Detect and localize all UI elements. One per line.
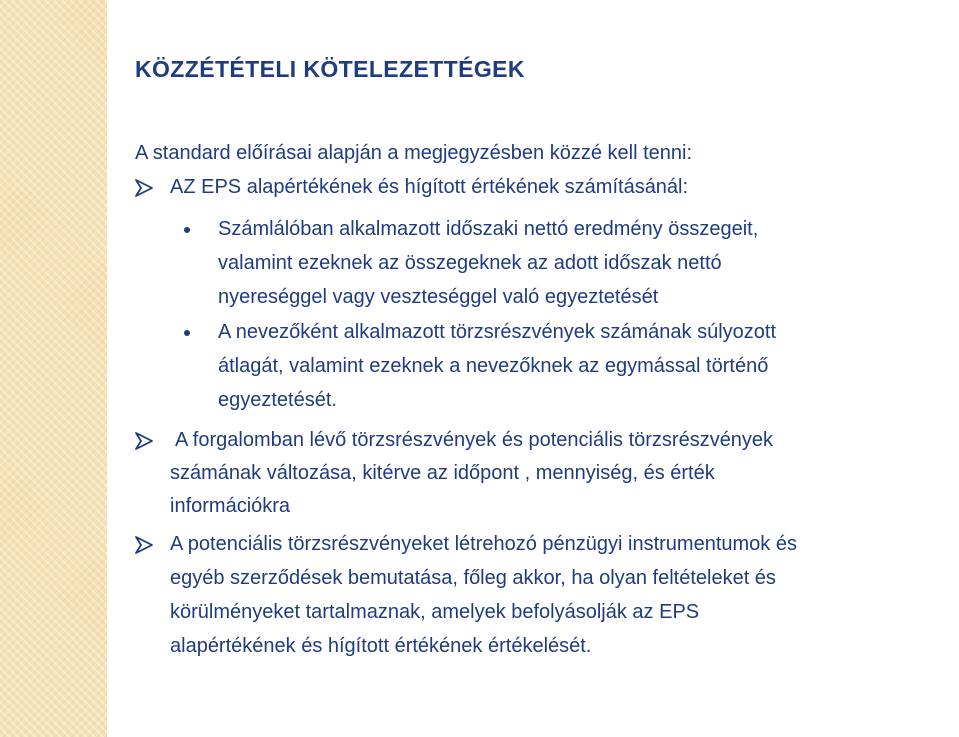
sub-item-2-line-2: átlagát, valamint ezeknek a nevezőknek az egymással történő xyxy=(218,355,769,377)
intro-text: A standard előírásai alapján a megjegyzésben közzé kell tenni: xyxy=(135,142,693,164)
sub-item-1-line-1: Számlálóban alkalmazott időszaki nettó eredmény összegeit, xyxy=(218,218,759,240)
arrow-item-3-line-1: A potenciális törzsrészvényeket létrehozó pénzügyi instrumentumok és xyxy=(170,533,797,555)
arrow-item-3-line-3: körülményeket tartalmaznak, amelyek befolyásolják az EPS xyxy=(170,601,700,623)
arrow-bullet-icon xyxy=(133,535,155,555)
sub-item-2-line-1: A nevezőként alkalmazott törzsrészvények számának súlyozott xyxy=(218,321,777,343)
sub-item-1-line-3: nyereséggel vagy veszteséggel való egyeztetését xyxy=(218,286,659,308)
sub-item-1-line-2: valamint ezeknek az összegeknek az adott időszak nettó xyxy=(218,252,722,274)
arrow-item-2-line-3: információkra xyxy=(170,495,291,517)
round-bullet-icon xyxy=(184,227,190,233)
arrow-item-2-line-2: számának változása, kitérve az időpont , mennyiség, és érték xyxy=(170,462,715,484)
round-bullet-icon xyxy=(184,330,190,336)
arrow-item-1-line-1: AZ EPS alapértékének és hígított értékének számításánál: xyxy=(170,176,689,198)
arrow-item-3-line-2: egyéb szerződések bemutatása, főleg akkor, ha olyan feltételeket és xyxy=(170,567,776,589)
arrow-item-3-line-4: alapértékének és hígított értékének értékelését. xyxy=(170,635,592,657)
arrow-bullet-icon xyxy=(133,178,155,198)
arrow-item-2-line-1: A forgalomban lévő törzsrészvények és potenciális törzsrészvények xyxy=(175,429,774,451)
arrow-bullet-icon xyxy=(133,431,155,451)
sub-item-2-line-3: egyeztetését. xyxy=(218,389,337,411)
decorative-side-band xyxy=(0,0,107,737)
slide-title: KÖZZÉTÉTELI KÖTELEZETTÉGEK xyxy=(135,56,525,82)
